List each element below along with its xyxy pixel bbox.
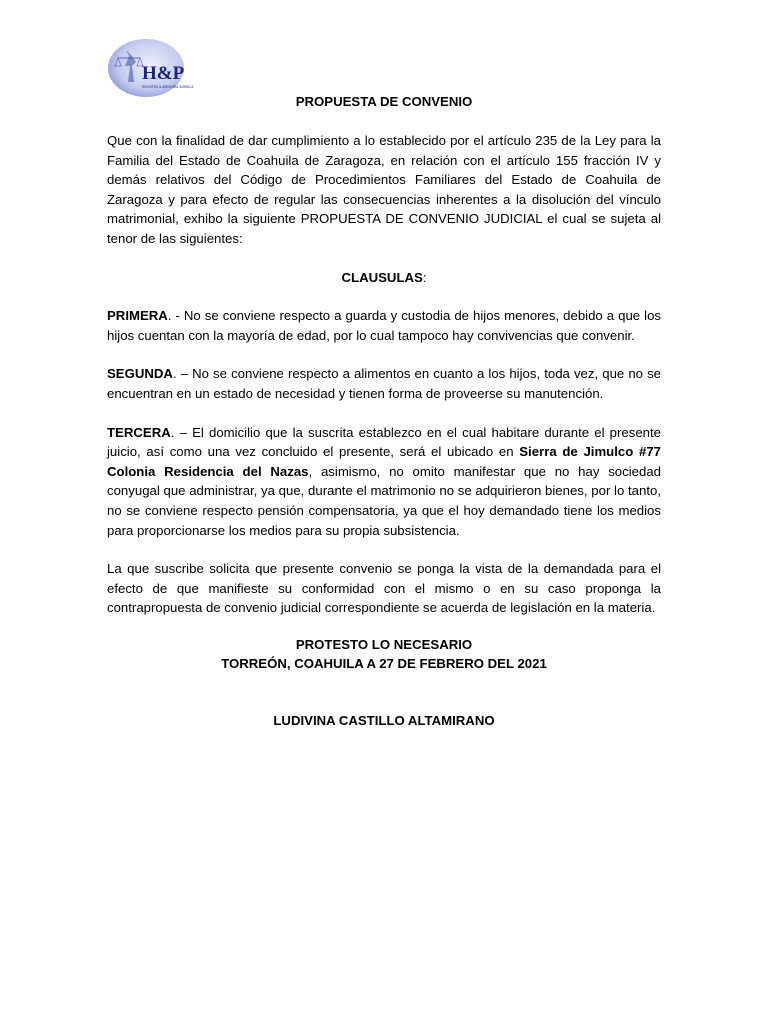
document-body bbox=[107, 92, 661, 731]
place-date-line: TORREÓN, COAHUILA A 27 DE FEBRERO DEL 2021 bbox=[221, 656, 547, 672]
clausulas-heading-label: CLAUSULAS bbox=[341, 269, 423, 285]
clause-primera bbox=[107, 306, 661, 345]
clause-segunda bbox=[107, 364, 661, 403]
signature-name: LUDIVINA CASTILLO ALTAMIRANO bbox=[273, 713, 495, 729]
clause-primera-label: PRIMERA bbox=[107, 308, 168, 324]
clausulas-heading-colon: : bbox=[422, 269, 427, 285]
clause-primera-text: . - No se conviene respecto a guarda y custodia de hijos menores, debido a que los hijos cuentan con la mayoría de edad, por lo cual tampoco hay convivencias que convenir. bbox=[107, 308, 661, 343]
clause-tercera-address: Sierra de Jimulco #77 Colonia Residencia del Nazas bbox=[107, 444, 661, 479]
clause-tercera-text-before: . – El domicilio que la suscrita establezco en el cual habitare durante el presente juicio, así como una vez concluido el presente, será el ubicado en bbox=[107, 424, 661, 460]
logo-text: H&P bbox=[142, 63, 185, 84]
logo-subtitle: ESCRITOS & ASESORÍA JURÍDICA bbox=[142, 85, 194, 89]
law-firm-logo-icon bbox=[104, 36, 212, 98]
clause-tercera bbox=[107, 423, 661, 541]
protesto-block bbox=[107, 635, 661, 674]
clause-tercera-label: TERCERA bbox=[107, 424, 171, 440]
intro-paragraph: Que con la finalidad de dar cumplimiento a lo establecido por el artículo 235 de la Ley para la Familia del Estado de Coahuila de Zaragoza, en relación con el artículo 155 fracción IV y demás relativos del Código de Procedimientos Familiares del Estado de Coahuila de Zaragoza y para efecto de regular las consecuencias inherentes a la disolución del vínculo matrimonial, exhibo la siguiente PROPUESTA DE CONVENIO JUDICIAL el cual se sujeta al tenor de las siguientes: bbox=[107, 133, 661, 246]
clause-segunda-label: SEGUNDA bbox=[107, 366, 173, 382]
clause-segunda-text: . – No se conviene respecto a alimentos en cuanto a los hijos, toda vez, que no se encuentran en un estado de necesidad y tienen forma de proveerse su manutención. bbox=[107, 366, 661, 401]
clausulas-heading bbox=[107, 268, 661, 288]
protesto-line: PROTESTO LO NECESARIO bbox=[295, 636, 473, 652]
page-title: PROPUESTA DE CONVENIO bbox=[295, 94, 473, 109]
closing-paragraph: La que suscribe solicita que presente convenio se ponga la vista de la demandada para el efecto de que manifieste su conformidad con el mismo o en su caso proponga la contrapropuesta de convenio judicial correspondiente se acuerda de legislación en la materia. bbox=[107, 561, 661, 616]
clause-tercera-text-after: , asimismo, no omito manifestar que no hay sociedad conyugal que administrar, ya que, durante el matrimonio no se adquirieron bienes, por lo tanto, no se conviene respecto pensión compensatoria, ya que el hoy demandado tiene los medios para proporcionarse los medios para su propia subsistencia. bbox=[107, 463, 661, 538]
